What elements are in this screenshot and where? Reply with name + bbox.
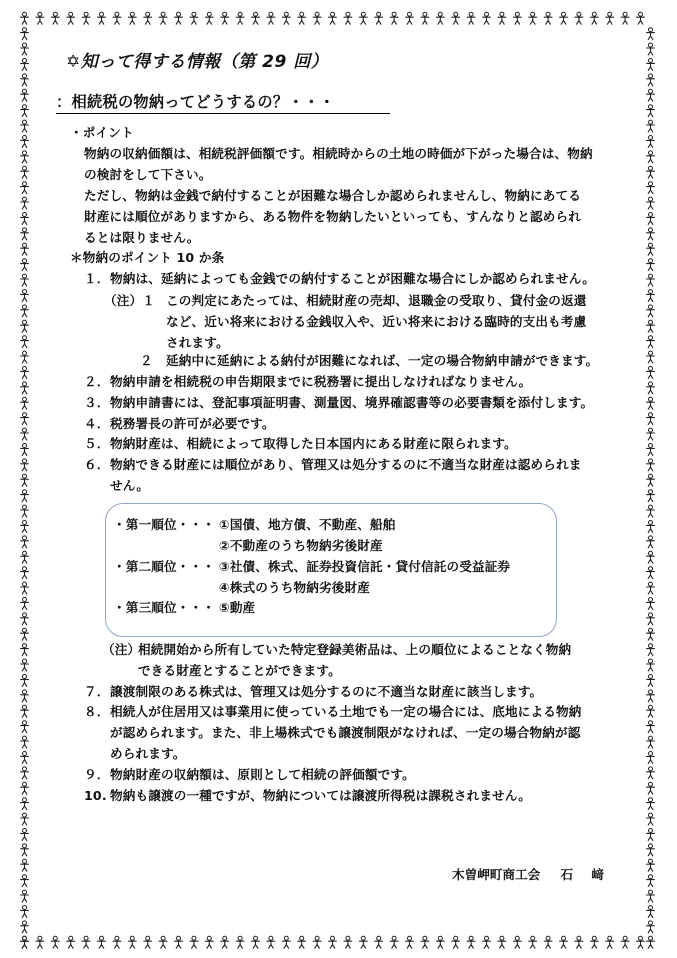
item-number: ３．	[84, 395, 110, 410]
border-figure-icon	[606, 936, 614, 948]
border-figure-icon	[21, 628, 29, 640]
border-figure-icon	[498, 12, 506, 24]
border-figure-icon	[647, 213, 655, 225]
border-figure-icon	[21, 782, 29, 794]
border-figure-icon	[513, 936, 521, 948]
border-figure-icon	[221, 12, 229, 24]
border-figure-icon	[647, 906, 655, 918]
signature-org: 木曽岬町商工会	[452, 867, 541, 882]
point-heading: ・ポイント	[70, 125, 134, 140]
border-figure-icon	[647, 767, 655, 779]
border-figure-icon	[647, 444, 655, 456]
item-text: められます。	[110, 746, 186, 761]
border-figure-icon	[647, 305, 655, 317]
border-figure-icon	[21, 166, 29, 178]
border-figure-icon	[647, 43, 655, 55]
border-figure-icon	[590, 936, 598, 948]
border-figure-icon	[21, 459, 29, 471]
border-figure-icon	[282, 12, 290, 24]
border-figure-icon	[21, 567, 29, 579]
border-figure-icon	[221, 936, 229, 948]
border-figure-icon	[21, 444, 29, 456]
border-figure-icon	[647, 351, 655, 363]
border-figure-icon	[21, 43, 29, 55]
border-figure-icon	[128, 936, 136, 948]
border-figure-icon	[82, 936, 90, 948]
border-figure-icon	[647, 197, 655, 209]
border-figure-icon	[647, 320, 655, 332]
border-figure-icon	[21, 243, 29, 255]
border-figure-icon	[21, 675, 29, 687]
border-figure-icon	[21, 182, 29, 194]
border-figure-icon	[36, 936, 44, 948]
border-figure-icon	[21, 213, 29, 225]
border-figure-icon	[21, 274, 29, 286]
border-figure-icon	[452, 936, 460, 948]
border-figure-icon	[51, 936, 59, 948]
item-text: 物納申請書には、登記事項証明書、測量図、境界確認書等の必要書類を添付します。	[110, 395, 594, 410]
border-figure-icon	[575, 12, 583, 24]
item-number: ９．	[84, 767, 110, 782]
border-figure-icon	[21, 259, 29, 271]
border-figure-icon	[21, 690, 29, 702]
item-text: 相続人が住居用又は事業用に使っている土地でも一定の場合には、底地による物納	[110, 704, 582, 719]
border-figure-icon	[21, 890, 29, 902]
border-figure-icon	[21, 151, 29, 163]
border-figure-icon	[21, 644, 29, 656]
border-figure-icon	[590, 12, 598, 24]
border-figure-icon	[390, 936, 398, 948]
border-figure-icon	[21, 705, 29, 717]
note-label: ２	[140, 353, 153, 368]
border-figure-icon	[21, 413, 29, 425]
border-figure-icon	[621, 936, 629, 948]
border-figure-icon	[513, 12, 521, 24]
note-text: されます。	[166, 335, 229, 350]
note-text: この判定にあたっては、相続財産の売却、退職金の受取り、貸付金の返還	[166, 293, 587, 308]
border-figure-icon	[21, 397, 29, 409]
border-figure-icon	[344, 936, 352, 948]
border-figure-icon	[436, 936, 444, 948]
border-figure-icon	[544, 936, 552, 948]
border-figure-icon	[252, 12, 260, 24]
border-figure-icon	[647, 382, 655, 394]
border-figure-icon	[21, 367, 29, 379]
border-figure-icon	[606, 12, 614, 24]
border-figure-icon	[21, 320, 29, 332]
border-figure-icon	[647, 136, 655, 148]
border-figure-icon	[236, 12, 244, 24]
item-number: 10.	[84, 788, 107, 803]
border-figure-icon	[647, 367, 655, 379]
border-figure-icon	[252, 936, 260, 948]
border-figure-icon	[344, 12, 352, 24]
note-label: （注）	[102, 642, 141, 657]
border-figure-icon	[21, 798, 29, 810]
border-figure-icon	[406, 936, 414, 948]
border-figure-icon	[621, 12, 629, 24]
border-figure-icon	[647, 813, 655, 825]
border-figure-icon	[21, 859, 29, 871]
border-figure-icon	[144, 936, 152, 948]
item-number: ６．	[84, 457, 110, 472]
border-figure-icon	[21, 659, 29, 671]
border-figure-icon	[647, 736, 655, 748]
border-figure-icon	[21, 28, 29, 40]
border-figure-icon	[375, 12, 383, 24]
border-figure-icon	[560, 12, 568, 24]
border-figure-icon	[647, 336, 655, 348]
border-figure-icon	[421, 12, 429, 24]
border-figure-icon	[647, 259, 655, 271]
border-figure-icon	[467, 936, 475, 948]
border-figure-icon	[647, 105, 655, 117]
border-figure-icon	[21, 290, 29, 302]
border-figure-icon	[647, 659, 655, 671]
border-figure-icon	[21, 829, 29, 841]
border-figure-icon	[159, 12, 167, 24]
border-figure-icon	[113, 12, 121, 24]
border-figure-icon	[21, 120, 29, 132]
border-figure-icon	[359, 12, 367, 24]
border-figure-icon	[647, 613, 655, 625]
border-figure-icon	[21, 474, 29, 486]
border-figure-icon	[647, 598, 655, 610]
point-line: るとは限りません。	[84, 230, 200, 245]
border-figure-icon	[529, 936, 537, 948]
border-figure-icon	[21, 767, 29, 779]
border-figure-icon	[21, 521, 29, 533]
border-figure-icon	[467, 12, 475, 24]
item-text: 物納申請を相続税の申告期限までに税務署に提出しなければなりません。	[110, 374, 532, 389]
border-figure-icon	[647, 690, 655, 702]
border-figure-icon	[421, 936, 429, 948]
border-figure-icon	[647, 921, 655, 933]
border-figure-icon	[647, 166, 655, 178]
item-text: せん。	[110, 478, 149, 493]
border-figure-icon	[406, 12, 414, 24]
note-label: （注）１	[104, 293, 155, 308]
border-figure-icon	[205, 936, 213, 948]
border-figure-icon	[21, 752, 29, 764]
note-text: 延納中に延納による納付が困難になれば、一定の場合物納申請ができます。	[166, 353, 599, 368]
border-figure-icon	[647, 875, 655, 887]
item-text: 物納財産は、相続によって取得した日本国内にある財産に限られます。	[110, 436, 517, 451]
note-text: など、近い将来における金銭収入や、近い将来における臨時的支出も考慮	[166, 314, 587, 329]
border-figure-icon	[82, 12, 90, 24]
section-subtitle: ：相続税の物納ってどうするの？・・・	[56, 91, 390, 114]
border-figure-icon	[647, 490, 655, 502]
item-text: 物納は、延納によっても金銭での納付することが困難な場合にしか認められません。	[110, 271, 596, 286]
border-figure-icon	[267, 12, 275, 24]
item-text: が認められます。また、非上場株式でも譲渡制限がなければ、一定の場合物納が認	[110, 725, 581, 740]
border-figure-icon	[647, 752, 655, 764]
border-figure-icon	[529, 12, 537, 24]
border-figure-icon	[21, 505, 29, 517]
border-figure-icon	[329, 12, 337, 24]
border-figure-icon	[21, 89, 29, 101]
item-number: ２．	[84, 374, 110, 389]
border-figure-icon	[21, 228, 29, 240]
border-figure-icon	[647, 151, 655, 163]
rank-item: ①国債、地方債、不動産、船舶	[219, 517, 396, 532]
border-figure-icon	[21, 936, 29, 948]
border-figure-icon	[282, 936, 290, 948]
border-figure-icon	[647, 274, 655, 286]
border-figure-icon	[21, 428, 29, 440]
border-figure-icon	[647, 844, 655, 856]
border-figure-icon	[98, 12, 106, 24]
border-figure-icon	[647, 182, 655, 194]
border-figure-icon	[21, 12, 29, 24]
border-figure-icon	[647, 505, 655, 517]
border-figure-icon	[21, 906, 29, 918]
border-figure-icon	[21, 59, 29, 71]
border-figure-icon	[21, 582, 29, 594]
border-figure-icon	[51, 12, 59, 24]
border-figure-icon	[452, 12, 460, 24]
border-figure-icon	[647, 675, 655, 687]
border-figure-icon	[159, 936, 167, 948]
border-figure-icon	[21, 598, 29, 610]
border-figure-icon	[98, 936, 106, 948]
border-figure-icon	[21, 921, 29, 933]
border-figure-icon	[560, 936, 568, 948]
border-figure-icon	[647, 28, 655, 40]
border-figure-icon	[36, 12, 44, 24]
border-figure-icon	[647, 551, 655, 563]
border-figure-icon	[647, 428, 655, 440]
border-figure-icon	[190, 12, 198, 24]
border-figure-icon	[144, 12, 152, 24]
border-figure-icon	[21, 105, 29, 117]
border-figure-icon	[647, 474, 655, 486]
rank-item: ③社債、株式、証券投資信託・貸付信託の受益証券	[219, 559, 511, 574]
border-figure-icon	[647, 536, 655, 548]
border-figure-icon	[21, 551, 29, 563]
border-figure-icon	[647, 290, 655, 302]
border-figure-icon	[21, 613, 29, 625]
border-figure-icon	[647, 628, 655, 640]
border-figure-icon	[483, 12, 491, 24]
border-figure-icon	[205, 12, 213, 24]
rank-item: ②不動産のうち物納劣後財産	[219, 538, 383, 553]
border-figure-icon	[21, 813, 29, 825]
border-figure-icon	[21, 721, 29, 733]
item-number: ４．	[84, 416, 110, 431]
border-figure-icon	[647, 413, 655, 425]
border-figure-icon	[647, 782, 655, 794]
border-figure-icon	[21, 74, 29, 86]
border-figure-icon	[647, 936, 655, 948]
border-figure-icon	[113, 936, 121, 948]
border-figure-icon	[647, 459, 655, 471]
ten-points-heading: ＊物納のポイント 10 か条	[70, 250, 225, 265]
border-figure-icon	[647, 89, 655, 101]
item-text: 譲渡制限のある株式は、管理又は処分するのに不適当な財産に該当します。	[110, 684, 543, 699]
point-line: の検討をして下さい。	[84, 167, 212, 182]
border-figure-icon	[647, 890, 655, 902]
border-figure-icon	[647, 705, 655, 717]
border-figure-icon	[637, 12, 645, 24]
border-figure-icon	[637, 936, 645, 948]
border-figure-icon	[236, 936, 244, 948]
border-figure-icon	[21, 351, 29, 363]
border-figure-icon	[329, 936, 337, 948]
border-figure-icon	[175, 936, 183, 948]
item-number: ７．	[84, 684, 110, 699]
border-figure-icon	[647, 120, 655, 132]
signature-name: 﨑	[591, 867, 605, 882]
border-figure-icon	[647, 721, 655, 733]
border-figure-icon	[647, 829, 655, 841]
border-figure-icon	[390, 12, 398, 24]
border-figure-icon	[647, 228, 655, 240]
border-figure-icon	[21, 875, 29, 887]
item-text: 物納財産の収納額は、原則として相続の評価額です。	[110, 767, 415, 782]
border-figure-icon	[483, 936, 491, 948]
signature	[452, 864, 604, 883]
item-number: ８．	[84, 704, 110, 719]
border-figure-icon	[298, 12, 306, 24]
border-figure-icon	[21, 536, 29, 548]
border-figure-icon	[436, 12, 444, 24]
rank-label: ・第二順位・・・	[113, 559, 215, 574]
border-figure-icon	[313, 12, 321, 24]
border-figure-icon	[647, 644, 655, 656]
border-figure-icon	[647, 859, 655, 871]
border-figure-icon	[575, 936, 583, 948]
point-line: ただし、物納は金銭で納付することが困難な場合しか認められませんし、物納にあてる	[84, 188, 582, 203]
border-figure-icon	[313, 936, 321, 948]
rank-label: ・第三順位・・・	[113, 600, 215, 615]
border-figure-icon	[175, 12, 183, 24]
border-figure-icon	[375, 936, 383, 948]
border-figure-icon	[21, 736, 29, 748]
border-figure-icon	[647, 567, 655, 579]
item-text: 税務署長の許可が必要です。	[110, 416, 275, 431]
item-number: ５．	[84, 436, 110, 451]
border-figure-icon	[647, 582, 655, 594]
border-figure-icon	[67, 936, 75, 948]
border-figure-icon	[498, 936, 506, 948]
border-figure-icon	[647, 74, 655, 86]
border-figure-icon	[647, 397, 655, 409]
border-figure-icon	[21, 136, 29, 148]
point-line: 財産には順位がありますから、ある物件を物納したいといっても、すんなりと認められ	[84, 209, 582, 224]
note-text: できる財産とすることができます。	[138, 663, 341, 678]
rank-label: ・第一順位・・・	[113, 517, 215, 532]
border-figure-icon	[267, 936, 275, 948]
border-figure-icon	[647, 59, 655, 71]
item-number: １．	[84, 271, 110, 286]
item-text: 物納も譲渡の一種ですが、物納については譲渡所得税は課税されません。	[110, 788, 532, 803]
page-title: ✡知って得する情報（第 29 回）	[66, 52, 329, 72]
border-figure-icon	[21, 336, 29, 348]
border-figure-icon	[298, 936, 306, 948]
border-figure-icon	[544, 12, 552, 24]
point-line: 物納の収納価額は、相続税評価額です。相続時からの土地の時価が下がった場合は、物納	[84, 146, 593, 161]
border-figure-icon	[647, 243, 655, 255]
note-text: 相続開始から所有していた特定登録美術品は、上の順位によることなく物納	[138, 642, 572, 657]
border-figure-icon	[647, 798, 655, 810]
border-figure-icon	[21, 844, 29, 856]
border-figure-icon	[21, 490, 29, 502]
item-text: 物納できる財産には順位があり、管理又は処分するのに不適当な財産は認められま	[110, 457, 582, 472]
border-figure-icon	[21, 382, 29, 394]
border-figure-icon	[359, 936, 367, 948]
rank-item: ⑤動産	[219, 600, 256, 615]
border-figure-icon	[128, 12, 136, 24]
border-figure-icon	[21, 305, 29, 317]
border-figure-icon	[21, 197, 29, 209]
border-figure-icon	[67, 12, 75, 24]
border-figure-icon	[647, 521, 655, 533]
rank-item: ④株式のうち物納劣後財産	[219, 580, 370, 595]
border-figure-icon	[190, 936, 198, 948]
signature-name: 石	[560, 867, 574, 882]
